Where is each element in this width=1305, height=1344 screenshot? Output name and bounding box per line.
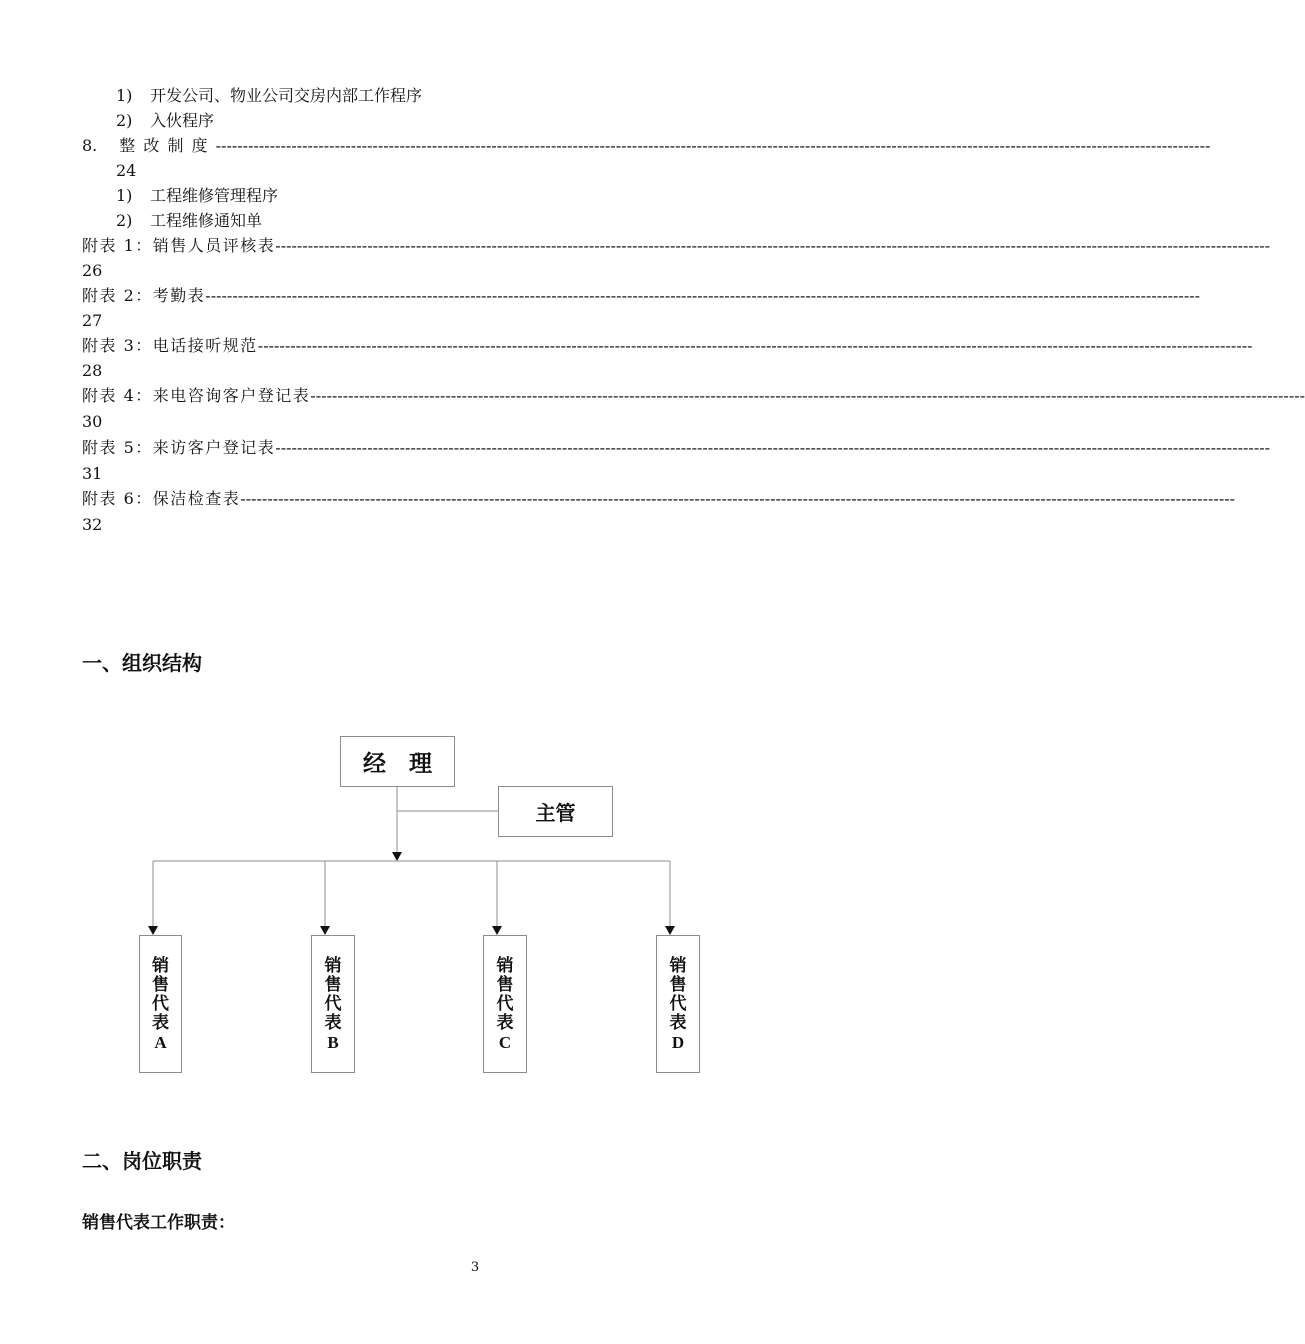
org-box-supervisor xyxy=(498,786,613,837)
rep-letter: A xyxy=(154,1032,167,1052)
toc-leader: ---------------------------------------------------------------------------------------------------------------------------------------------------------------------------------------- xyxy=(257,336,1253,355)
org-box-rep-a xyxy=(139,935,182,1073)
rep-char: 售 xyxy=(152,974,169,995)
toc-subitem-number: 2) xyxy=(116,111,133,130)
rep-char: 表 xyxy=(324,1012,342,1033)
rep-letter: B xyxy=(327,1032,339,1052)
rep-char: 代 xyxy=(324,993,342,1014)
toc-subitem-number: 1) xyxy=(116,186,133,205)
section-heading-duty: 二、岗位职责 xyxy=(82,1149,202,1173)
toc-page-number: 28 xyxy=(82,361,103,380)
toc-leader: ---------------------------------------------------------------------------------------------------------------------------------------------------------------------------------------- xyxy=(205,286,1201,305)
arrow-down-icon xyxy=(392,852,402,861)
page-number: 3 xyxy=(470,1260,480,1275)
rep-letter: D xyxy=(671,1032,685,1052)
rep-char: 表 xyxy=(496,1012,514,1033)
rep-char: 销 xyxy=(669,955,687,976)
rep-char: 销 xyxy=(496,955,514,976)
rep-char: 销 xyxy=(152,955,169,976)
appendix-label: 附表 3：电话接听规范 xyxy=(82,336,258,355)
appendix-label: 附表 2：考勤表 xyxy=(82,286,206,305)
toc-page-number: 32 xyxy=(82,515,103,534)
rep-letter: C xyxy=(498,1032,512,1052)
toc-page-number: 27 xyxy=(82,311,103,330)
toc-section-title: 整 改 制 度 xyxy=(119,136,210,155)
org-box-rep-c xyxy=(483,935,527,1073)
subheading-rep-duty: 销售代表工作职责： xyxy=(82,1213,235,1233)
toc-leader: ---------------------------------------------------------------------------------------------------------------------------------------------------------------------------------------- xyxy=(275,236,1271,255)
toc-subitem-text: 入伙程序 xyxy=(150,111,215,130)
section-heading-org: 一、组织结构 xyxy=(82,651,202,675)
toc-subitem-text: 开发公司、物业公司交房内部工作程序 xyxy=(150,86,423,105)
org-box-manager xyxy=(340,736,455,787)
arrow-down-icon xyxy=(320,926,330,935)
toc-subitem-number: 1) xyxy=(116,86,133,105)
org-box-rep-b xyxy=(311,935,355,1073)
arrow-down-icon xyxy=(665,926,675,935)
toc-page-number: 26 xyxy=(82,261,103,280)
rep-char: 售 xyxy=(669,974,687,995)
toc-leader: ---------------------------------------------------------------------------------------------------------------------------------------------------------------------------------------- xyxy=(310,386,1305,405)
rep-char: 售 xyxy=(324,974,342,995)
rep-char: 表 xyxy=(152,1012,169,1033)
rep-char: 售 xyxy=(496,974,514,995)
toc-page-number: 30 xyxy=(82,412,103,431)
toc-subitem-text: 工程维修通知单 xyxy=(150,211,263,230)
toc-subitem-text: 工程维修管理程序 xyxy=(150,186,279,205)
org-supervisor-label: 主管 xyxy=(535,801,576,825)
org-manager-label: 经 理 xyxy=(363,751,432,777)
rep-char: 代 xyxy=(669,993,687,1014)
rep-char: 销 xyxy=(324,955,342,976)
appendix-label: 附表 4：来电咨询客户登记表 xyxy=(82,386,311,405)
toc-page-number: 24 xyxy=(116,161,137,180)
toc-leader: ---------------------------------------------------------------------------------------------------------------------------------------------------------------------------------------- xyxy=(275,438,1271,457)
toc-leader: ---------------------------------------------------------------------------------------------------------------------------------------------------------------------------------------- xyxy=(240,489,1236,508)
appendix-label: 附表 5：来访客户登记表 xyxy=(82,438,276,457)
rep-char: 代 xyxy=(152,993,169,1014)
arrow-down-icon xyxy=(148,926,158,935)
toc-page-number: 31 xyxy=(82,464,103,483)
arrow-down-icon xyxy=(492,926,502,935)
rep-char: 代 xyxy=(496,993,514,1014)
appendix-label: 附表 6：保洁检查表 xyxy=(82,489,241,508)
rep-char: 表 xyxy=(669,1012,687,1033)
org-box-rep-d xyxy=(656,935,700,1073)
toc-subitem-number: 2) xyxy=(116,211,133,230)
toc-leader: ---------------------------------------------------------------------------------------------------------------------------------------------------------------------------------------- xyxy=(215,136,1211,155)
appendix-label: 附表 1：销售人员评核表 xyxy=(82,236,276,255)
toc-section-number: 8. xyxy=(82,136,98,155)
